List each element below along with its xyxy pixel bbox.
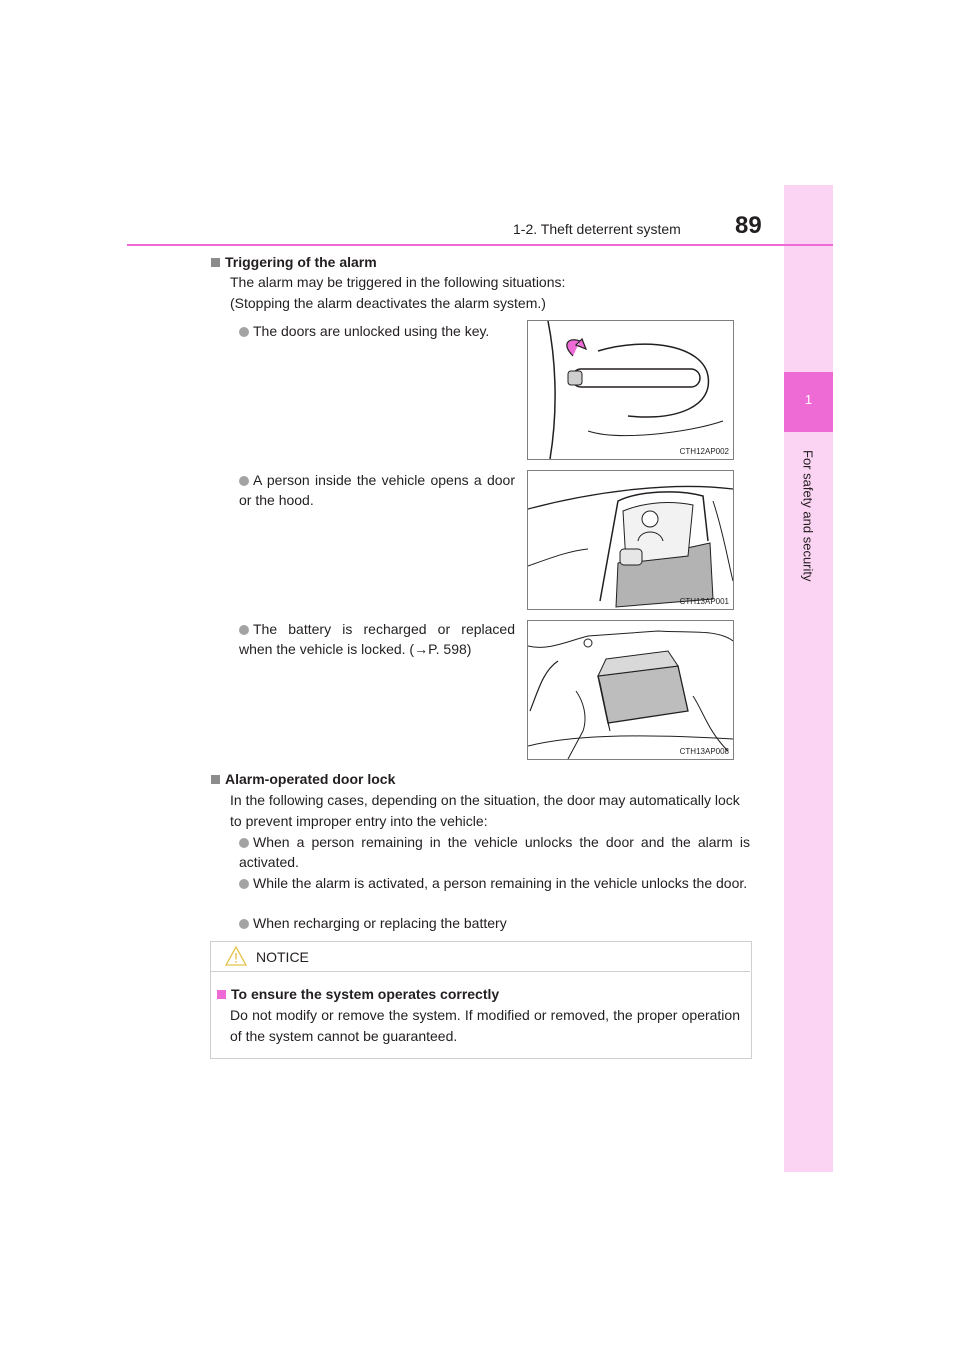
- list-item: When recharging or replacing the battery: [239, 913, 750, 933]
- bullet-dot-icon: [239, 327, 249, 337]
- figure-battery-replacement: [527, 620, 734, 760]
- car-door-illustration: [528, 471, 733, 609]
- list-item: A person inside the vehicle opens a door or the hood.: [239, 472, 515, 508]
- door-lock-intro: In the following cases, depending on the situation, the door may automatically lock to prevent improper entry into the vehicle:: [230, 792, 740, 829]
- side-tab-chapter-label: For safety and security: [800, 450, 816, 582]
- section-title: 1-2. Theft deterrent system: [513, 221, 681, 237]
- figure-door-key-unlock: [527, 320, 734, 460]
- bullet-dot-icon: [239, 625, 249, 635]
- bullet-dot-icon: [239, 838, 249, 848]
- notice-label: NOTICE: [256, 949, 309, 965]
- notice-body: Do not modify or remove the system. If modified or removed, the proper operation of the system cannot be guaranteed.: [230, 1007, 740, 1044]
- figure-code: CTH13AP001: [679, 597, 729, 606]
- triggering-intro-line: (Stopping the alarm deactivates the alarm system.): [230, 295, 546, 311]
- bullet-dot-icon: [239, 476, 249, 486]
- list-item: While the alarm is activated, a person remaining in the vehicle unlocks the door.: [239, 873, 750, 893]
- list-item: The doors are unlocked using the key.: [239, 321, 519, 341]
- door-key-illustration: [528, 321, 733, 459]
- figure-code: CTH13AP008: [679, 747, 729, 756]
- bullet-dot-icon: [239, 919, 249, 929]
- list-item: When a person remaining in the vehicle unlocks the door and the alarm is activated.: [239, 834, 750, 870]
- notice-heading: To ensure the system operates correctly: [217, 986, 499, 1002]
- bullet-dot-icon: [239, 879, 249, 889]
- side-tab: [784, 185, 833, 1172]
- door-lock-heading: Alarm-operated door lock: [211, 771, 395, 787]
- triggering-heading: Triggering of the alarm: [211, 254, 377, 270]
- triggering-intro: [230, 272, 750, 314]
- side-tab-chapter-number: 1: [804, 392, 813, 407]
- figure-person-opens-door: [527, 470, 734, 610]
- square-bullet-icon: [211, 775, 220, 784]
- figure-code: CTH12AP002: [679, 447, 729, 456]
- battery-illustration: [528, 621, 733, 759]
- list-item: The battery is recharged or replaced when the vehicle is locked. (→P. 598): [239, 621, 515, 657]
- header-rule: [127, 244, 833, 246]
- warning-triangle-icon: [225, 946, 247, 966]
- square-bullet-icon: [217, 990, 226, 999]
- square-bullet-icon: [211, 258, 220, 267]
- triggering-intro-line: The alarm may be triggered in the following situations:: [230, 274, 566, 290]
- page-number: 89: [735, 212, 762, 239]
